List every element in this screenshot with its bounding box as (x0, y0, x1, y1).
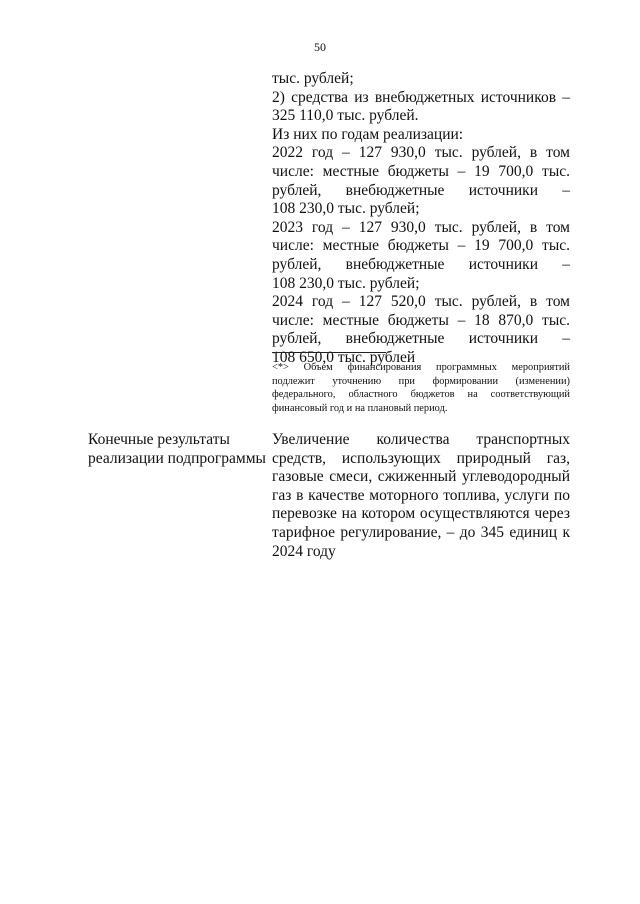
result-line: перевозке на котором осуществляются через (272, 505, 570, 523)
financing-line: 325 110,0 тыс. рублей. (272, 107, 419, 125)
result-line: 2024 году (272, 542, 336, 560)
footnote (272, 361, 570, 415)
financing-line: тыс. рублей; (272, 70, 354, 87)
financing-line: числе: местные бюджеты – 19 700,0 тыс. (272, 162, 570, 180)
page-number: 50 (314, 40, 326, 54)
final-results-label (88, 431, 268, 468)
footnote-line: финансовый год и на плановый период. (272, 402, 448, 414)
financing-line: рублей, внебюджетные источники – (272, 255, 570, 273)
footnote-divider (272, 352, 386, 353)
financing-line: 108 650,0 тыс. рублей (272, 348, 416, 366)
footnote-line: подлежит уточнению при формировании (изменении) (272, 375, 570, 387)
financing-line: числе: местные бюджеты – 18 870,0 тыс. (272, 311, 570, 329)
financing-line: числе: местные бюджеты – 19 700,0 тыс. (272, 237, 570, 255)
financing-line: 2024 год – 127 520,0 тыс. рублей, в том (272, 293, 570, 311)
financing-line: рублей, внебюджетные источники – (272, 330, 570, 348)
result-line: средств, использующих природный газ, (272, 449, 570, 467)
footnote-line: <*> Объем финансирования программных мероприятий (272, 362, 570, 373)
financing-line: Из них по годам реализации: (272, 125, 464, 143)
result-line: Увеличение количества транспортных (272, 431, 570, 448)
result-line: газ в качестве моторного топлива, услуги по (272, 486, 570, 504)
footnote-line: федерального, областного бюджетов на соответствующий (272, 389, 570, 401)
financing-line: 2023 год – 127 930,0 тыс. рублей, в том (272, 218, 570, 236)
financing-text (272, 70, 570, 368)
label-line: реализации подпрограммы (88, 449, 266, 467)
financing-line: рублей, внебюджетные источники – (272, 181, 570, 199)
financing-line: 2022 год – 127 930,0 тыс. рублей, в том (272, 144, 570, 162)
label-line: Конечные результаты (88, 431, 230, 448)
financing-line: 108 230,0 тыс. рублей; (272, 200, 420, 218)
result-line: тарифное регулирование, – до 345 единиц к (272, 523, 570, 541)
final-results-text (272, 431, 570, 561)
financing-line: 108 230,0 тыс. рублей; (272, 274, 420, 292)
result-line: газовые смеси, сжиженный углеводородный (272, 468, 570, 486)
financing-line: 2) средства из внебюджетных источников – (272, 88, 570, 106)
